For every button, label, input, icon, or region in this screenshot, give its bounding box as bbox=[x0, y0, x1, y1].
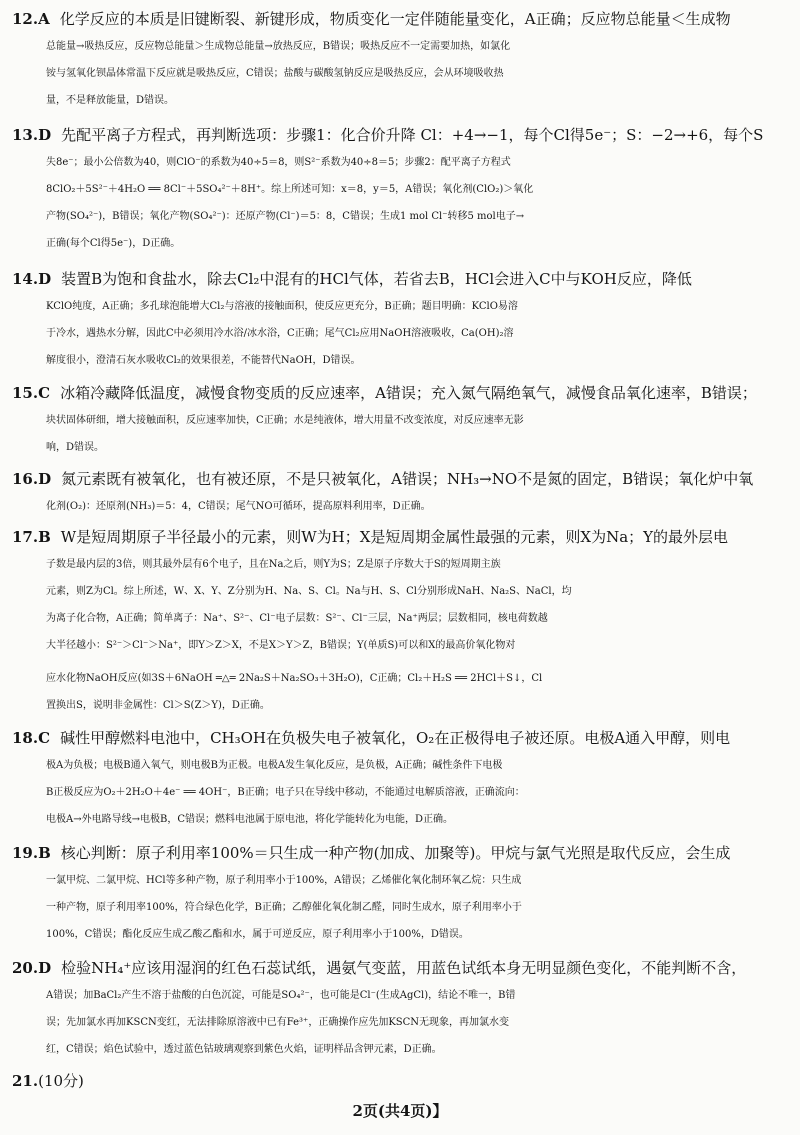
question-number: 21. bbox=[12, 1072, 39, 1090]
question-text-line: 解度很小，澄清石灰水吸收Cl₂的效果很差，不能替代NaOH，D错误。 bbox=[46, 355, 361, 366]
question-text-line: 正确(每个Cl得5e⁻)，D正确。 bbox=[46, 238, 181, 249]
question-answer: B bbox=[38, 528, 51, 546]
question-text-line: 化学反应的本质是旧键断裂、新键形成，物质变化一定伴随能量变化，A正确；反应物总能量＜生成物 bbox=[59, 10, 731, 28]
question-text-line: 于冷水，遇热水分解，因此C中必须用冷水浴/冰水浴，C正确；尾气Cl₂应用NaOH溶液吸收，Ca(OH)₂溶 bbox=[46, 328, 514, 339]
question-number: 20. bbox=[12, 959, 39, 977]
question-text-line: 子数是最内层的3倍，则其最外层有6个电子，且在Na之后，则Y为S；Z是原子序数大于S的短周期主族 bbox=[46, 559, 501, 570]
question-answer: C bbox=[38, 384, 51, 402]
question-text-line: 失8e⁻；最小公倍数为40，则ClO⁻的系数为40÷5＝8，则S²⁻系数为40÷8＝5；步骤2：配平离子方程式 bbox=[46, 157, 511, 168]
question-text-line: 误；先加氯水再加KSCN变红，无法排除原溶液中已有Fe³⁺，正确操作应先加KSCN无现象，再加氯水变 bbox=[46, 1017, 510, 1028]
question-text-line: 化剂(O₂)：还原剂(NH₃)＝5：4，C错误；尾气NO可循环，提高原料利用率，D正确。 bbox=[46, 501, 431, 512]
question-text-line: 冰箱冷藏降低温度，减慢食物变质的反应速率，A错误；充入氮气隔绝氧气，减慢食品氧化速率，B错误； bbox=[60, 384, 757, 402]
question-text-line: 产物(SO₄²⁻)，B错误；氧化产物(SO₄²⁻)：还原产物(Cl⁻)＝5：8，C错误；生成1 mol Cl⁻转移5 mol电子→ bbox=[46, 211, 525, 222]
question-number: 15. bbox=[12, 384, 39, 402]
question-text-line: 电极A→外电路导线→电极B，C错误；燃料电池属于原电池，将化学能转化为电能，D正确。 bbox=[46, 814, 453, 825]
question-text-line: 应水化物NaOH反应(如3S＋6NaOH ═△═ 2Na₂S＋Na₂SO₃＋3H₂O)，C正确；Cl₂＋H₂S ══ 2HCl＋S↓，Cl bbox=[46, 673, 543, 684]
question-number: 13. bbox=[12, 126, 39, 144]
question-text-line: 量，不是释放能量，D错误。 bbox=[46, 95, 175, 106]
question-text-line: 块状固体研细，增大接触面积，反应速率加快，C正确；水是纯液体，增大用量不改变浓度，对反应速率无影 bbox=[46, 415, 524, 426]
question-text-line: W是短周期原子半径最小的元素，则W为H；X是短周期金属性最强的元素，则X为Na；Y的最外层电 bbox=[60, 528, 729, 546]
question-answer: D bbox=[38, 270, 52, 288]
question-13 bbox=[12, 122, 782, 257]
question-text-line: KClO纯度，A正确；多孔球泡能增大Cl₂与溶液的接触面积，使反应更充分，B正确；题目明确：KClO易溶 bbox=[46, 301, 518, 312]
question-text-line: (10分) bbox=[38, 1072, 84, 1090]
question-17 bbox=[12, 524, 782, 719]
question-text-line: A错误；加BaCl₂产生不溶于盐酸的白色沉淀，可能是SO₄²⁻，也可能是Cl⁻(生成AgCl)，结论不唯一，B错 bbox=[46, 990, 516, 1001]
question-number: 17. bbox=[12, 528, 39, 546]
question-text-line: 响，D错误。 bbox=[46, 442, 105, 453]
question-text-line: 一氯甲烷、二氯甲烷、HCl等多种产物，原子利用率小于100%，A错误；乙烯催化氧化制环氧乙烷：只生成 bbox=[46, 875, 522, 886]
question-text-line: 红，C错误；焰色试验中，透过蓝色钴玻璃观察到紫色火焰，证明样品含钾元素，D正确。 bbox=[46, 1044, 442, 1055]
question-number: 16. bbox=[12, 470, 39, 488]
question-19 bbox=[12, 840, 782, 948]
question-text-line: B正极反应为O₂＋2H₂O＋4e⁻ ══ 4OH⁻，B正确；电子只在导线中移动，不能通过电解质溶液，正确流向： bbox=[46, 787, 525, 798]
question-text-line: 检验NH₄⁺应该用湿润的红色石蕊试纸，遇氨气变蓝，用蓝色试纸本身无明显颜色变化，不能判断不含， bbox=[61, 959, 747, 977]
question-text-line: 100%，C错误；酯化反应生成乙酸乙酯和水，属于可逆反应，原子利用率小于100%，D错误。 bbox=[46, 929, 469, 940]
question-20 bbox=[12, 955, 782, 1063]
question-text-line: 先配平离子方程式，再判断选项：步骤1：化合价升降 Cl：+4→−1，每个Cl得5e⁻；S：−2→+6，每个S bbox=[61, 126, 764, 144]
question-15 bbox=[12, 380, 782, 461]
question-12 bbox=[12, 6, 782, 114]
question-text-line: 大半径越小：S²⁻＞Cl⁻＞Na⁺，即Y＞Z＞X，不是X＞Y＞Z，B错误；Y(单质S)可以和X的最高价氧化物对 bbox=[46, 640, 516, 651]
question-number: 19. bbox=[12, 844, 39, 862]
question-text-line: 置换出S，说明非金属性：Cl＞S(Z＞Y)，D正确。 bbox=[46, 700, 270, 711]
question-text-line: 氮元素既有被氧化，也有被还原，不是只被氧化，A错误；NH₃→NO不是氮的固定，B错误；氧化炉中氧 bbox=[61, 470, 754, 488]
question-text-line: 一种产物，原子利用率100%，符合绿色化学，B正确；乙醇催化氧化制乙醛，同时生成水，原子利用率小于 bbox=[46, 902, 522, 913]
question-text-line: 装置B为饱和食盐水，除去Cl₂中混有的HCl气体，若省去B，HCl会进入C中与KOH反应，降低 bbox=[61, 270, 692, 288]
question-answer: A bbox=[38, 10, 50, 28]
page-footer: 2页(共4页)】 bbox=[352, 1102, 448, 1120]
question-number: 12. bbox=[12, 10, 39, 28]
question-number: 18. bbox=[12, 729, 39, 747]
question-21 bbox=[12, 1068, 782, 1095]
question-text-line: 总能量→吸热反应，反应物总能量＞生成物总能量→放热反应，B错误；吸热反应不一定需要加热，如氯化 bbox=[46, 41, 511, 52]
question-answer: D bbox=[38, 126, 52, 144]
question-text-line: 为离子化合物，A正确；简单离子：Na⁺、S²⁻、Cl⁻电子层数：S²⁻、Cl⁻三层，Na⁺两层；层数相同，核电荷数越 bbox=[46, 613, 548, 624]
question-18 bbox=[12, 725, 782, 833]
question-text-line: 元素，则Z为Cl。综上所述，W、X、Y、Z分别为H、Na、S、Cl。Na与H、S、Cl分别形成NaH、Na₂S、NaCl，均 bbox=[46, 586, 572, 597]
question-text-line: 核心判断：原子利用率100%＝只生成一种产物(加成、加聚等)。甲烷与氯气光照是取代反应，会生成 bbox=[60, 844, 731, 862]
question-text-line: 极A为负极；电极B通入氧气，则电极B为正极。电极A发生氧化反应，是负极，A正确；碱性条件下电极 bbox=[46, 760, 503, 771]
question-16 bbox=[12, 466, 782, 520]
question-text-line: 8ClO₂＋5S²⁻＋4H₂O ══ 8Cl⁻＋5SO₄²⁻＋8H⁺。综上所述可知：x＝8，y＝5，A错误；氧化剂(ClO₂)＞氧化 bbox=[46, 184, 534, 195]
question-number: 14. bbox=[12, 270, 39, 288]
question-answer: C bbox=[38, 729, 51, 747]
question-answer: D bbox=[38, 470, 52, 488]
question-14 bbox=[12, 266, 782, 374]
question-text-line: 碱性甲醇燃料电池中，CH₃OH在负极失电子被氧化，O₂在正极得电子被还原。电极A通入甲醇，则电 bbox=[60, 729, 731, 747]
question-text-line: 铵与氢氧化钡晶体常温下反应就是吸热反应，C错误；盐酸与碳酸氢钠反应是吸热反应，会从环境吸收热 bbox=[46, 68, 504, 79]
question-answer: D bbox=[38, 959, 52, 977]
question-answer: B bbox=[38, 844, 51, 862]
